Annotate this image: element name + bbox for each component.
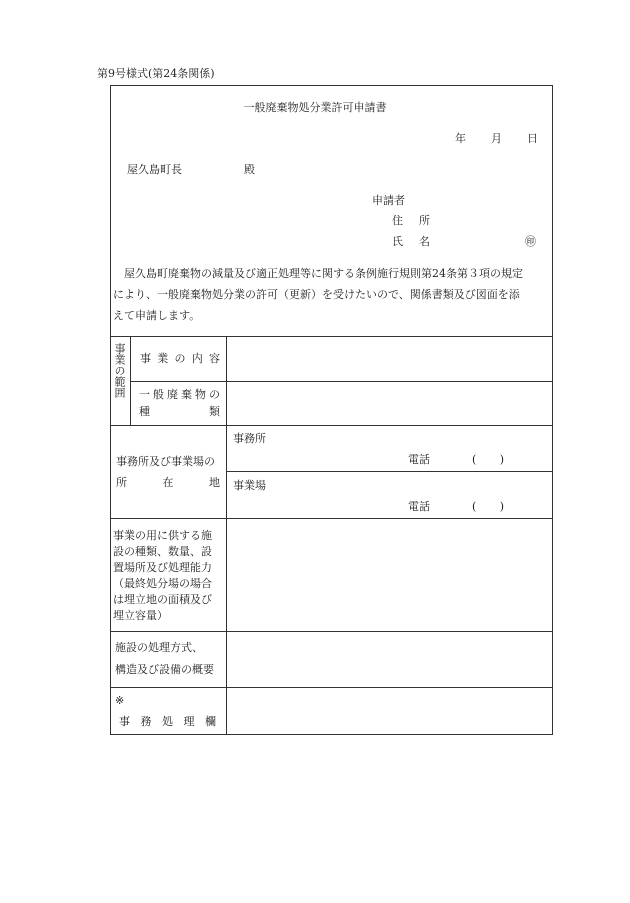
table-divider (226, 471, 553, 472)
office-use-mark: ※ (115, 694, 125, 707)
processing-method-label-line1: 施設の処理方式、 (115, 641, 203, 654)
applicant-name-label: 氏 名 (392, 235, 430, 248)
waste-type-label-line1: 一 般 廃 棄 物 の (139, 388, 220, 401)
date-month-label: 月 (491, 132, 502, 145)
site-phone-parens: ( ) (472, 500, 504, 513)
applicant-label: 申請者 (372, 194, 405, 207)
office-phone-label: 電話 (408, 453, 430, 466)
form-number: 第9号様式(第24条関係) (97, 67, 215, 80)
addressee-name: 屋久島町長 (127, 163, 182, 176)
site-label: 事業場 (233, 479, 266, 492)
table-divider (130, 381, 553, 382)
scope-label: 事業の範囲 (113, 343, 126, 398)
table-divider (110, 631, 553, 632)
date-year-label: 年 (455, 132, 466, 145)
office-use-label: 事 務 処 理 欄 (119, 715, 216, 728)
date-day-label: 日 (527, 132, 538, 145)
table-divider (110, 336, 553, 337)
table-divider (110, 687, 553, 688)
statement-line: により、一般廃棄物処分業の許可（更新）を受けたいので、関係書類及び図面を添 (113, 288, 520, 301)
business-content-label: 事 業 の 内 容 (140, 352, 220, 365)
seal-mark: ㊞ (525, 235, 536, 248)
application-statement (113, 263, 550, 326)
statement-line: えて申請します。 (113, 309, 201, 322)
office-label: 事務所 (233, 432, 266, 445)
form-title: 一般廃棄物処分業許可申請書 (243, 101, 387, 114)
waste-type-label-line2: 種 類 (139, 405, 220, 418)
table-divider (226, 336, 227, 735)
table-divider (130, 336, 131, 425)
location-label-line1: 事務所及び事業場の (116, 455, 215, 468)
addressee-honorific: 殿 (244, 163, 255, 176)
statement-line: 屋久島町廃棄物の減量及び適正処理等に関する条例施行規則第24条第３項の規定 (124, 267, 523, 280)
location-label-line2: 所 在 地 (116, 476, 220, 489)
processing-method-label-line2: 構造及び設備の概要 (115, 663, 214, 676)
site-phone-label: 電話 (408, 500, 430, 513)
applicant-address-label: 住 所 (392, 214, 430, 227)
facilities-label: 事業の用に供する施 設の種類、数量、設 置場所及び処理能力 （最終処分場の場合 は埋立地の面積及び 埋立容量） (113, 529, 212, 622)
table-divider (110, 425, 553, 426)
table-divider (110, 518, 553, 519)
office-phone-parens: ( ) (472, 453, 504, 466)
